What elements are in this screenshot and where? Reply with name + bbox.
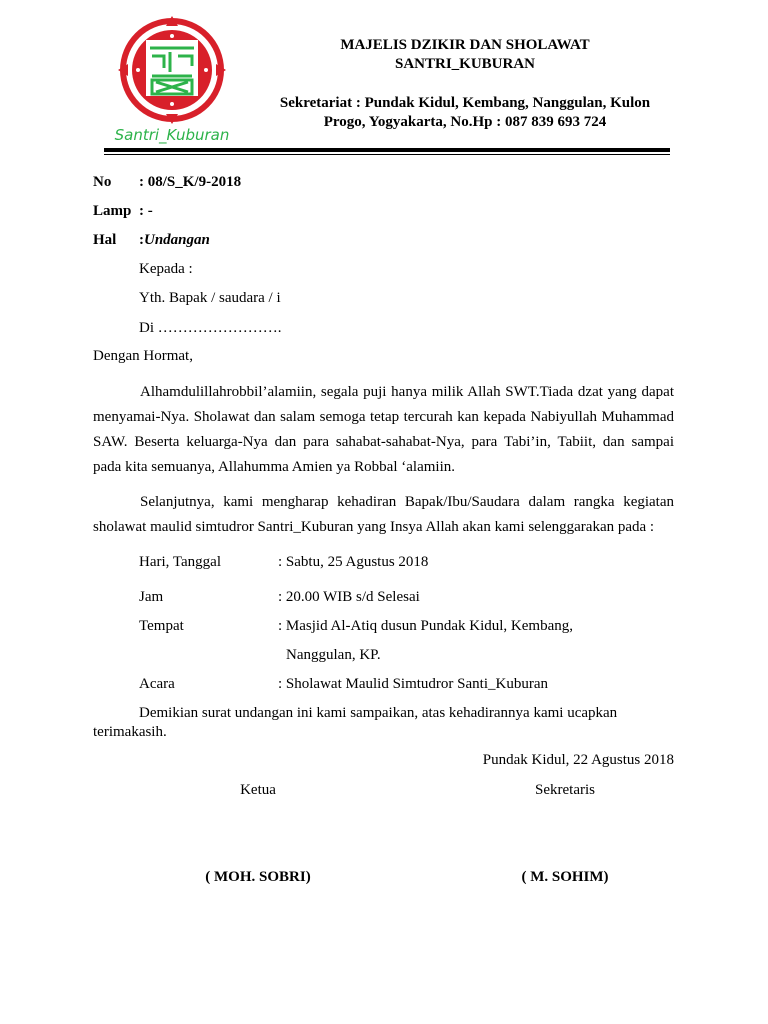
lamp-label: Lamp bbox=[93, 203, 132, 219]
greeting: Dengan Hormat, bbox=[93, 348, 193, 364]
place-date: Pundak Kidul, 22 Agustus 2018 bbox=[482, 752, 674, 768]
body-paragraph-2-text: Selanjutnya, kami mengharap kehadiran Bapak/Ibu/Saudara dalam rangka kegiatan sholawat maulid simtudror Santri_Kuburan yang Insya Allah akan kami selenggarakan pada : bbox=[93, 494, 674, 535]
logo-emblem-icon bbox=[106, 16, 238, 144]
org-name-line2: SANTRI_KUBURAN bbox=[394, 56, 536, 72]
no-label: No bbox=[93, 174, 112, 190]
recipient-line1: Kepada : bbox=[139, 261, 193, 277]
left-signer-name: ( MOH. SOBRI) bbox=[205, 869, 311, 885]
hal-colon: : bbox=[139, 232, 144, 248]
body-paragraph-1 bbox=[93, 380, 674, 480]
recipient-line3: Di ……………………. bbox=[139, 320, 282, 336]
event-time-value: : 20.00 WIB s/d Selesai bbox=[278, 589, 420, 605]
no-value: : 08/S_K/9-2018 bbox=[139, 174, 242, 190]
event-place-value-cont: Nanggulan, KP. bbox=[286, 647, 381, 663]
hal-subject: Undangan bbox=[144, 232, 210, 248]
address-line2: Progo, Yogyakarta, No.Hp : 087 839 693 724 bbox=[323, 114, 607, 130]
left-signer-role: Ketua bbox=[240, 782, 276, 798]
closing-line1: Demikian surat undangan ini kami sampaikan, atas kehadirannya kami ucapkan bbox=[139, 705, 618, 721]
body-paragraph-2 bbox=[93, 490, 674, 540]
recipient-line2: Yth. Bapak / saudara / i bbox=[139, 290, 281, 306]
closing-line2: terimakasih. bbox=[93, 724, 167, 740]
event-date-label: Hari, Tanggal bbox=[139, 554, 221, 570]
header-divider-thin bbox=[104, 154, 670, 155]
event-date-value: : Sabtu, 25 Agustus 2018 bbox=[278, 554, 429, 570]
lamp-value: : - bbox=[139, 203, 153, 219]
event-agenda-value: : Sholawat Maulid Simtudror Santi_Kuburan bbox=[278, 676, 548, 692]
organization-logo bbox=[106, 16, 238, 144]
svg-text:Santri_Kuburan: Santri_Kuburan bbox=[114, 126, 230, 144]
header-divider-thick bbox=[104, 148, 670, 152]
event-agenda-label: Acara bbox=[139, 676, 175, 692]
event-place-value: : Masjid Al-Atiq dusun Pundak Kidul, Kembang, bbox=[278, 618, 573, 634]
hal-value bbox=[139, 232, 210, 249]
right-signer-name: ( M. SOHIM) bbox=[521, 869, 609, 885]
event-time-label: Jam bbox=[139, 589, 164, 605]
org-name-line1: MAJELIS DZIKIR DAN SHOLAWAT bbox=[340, 37, 590, 53]
hal-label: Hal bbox=[93, 232, 117, 248]
address-line1: Sekretariat : Pundak Kidul, Kembang, Nanggulan, Kulon bbox=[279, 95, 651, 111]
right-signer-role: Sekretaris bbox=[535, 782, 595, 798]
event-place-label: Tempat bbox=[139, 618, 184, 634]
body-paragraph-1-text: Alhamdulillahrobbil’alamiin, segala puji hanya milik Allah SWT.Tiada dzat yang dapat menyamai-Nya. Sholawat dan salam semoga tetap tercurah kan kepada Nabiyullah Muhammad SAW. Beserta keluarga-Nya dan para sahabat-sahabat-Nya, para Tabi’in, Tabiit, dan sampai pada kita semuanya, Allahumma Amien ya Robbal ‘alamiin. bbox=[93, 384, 674, 475]
